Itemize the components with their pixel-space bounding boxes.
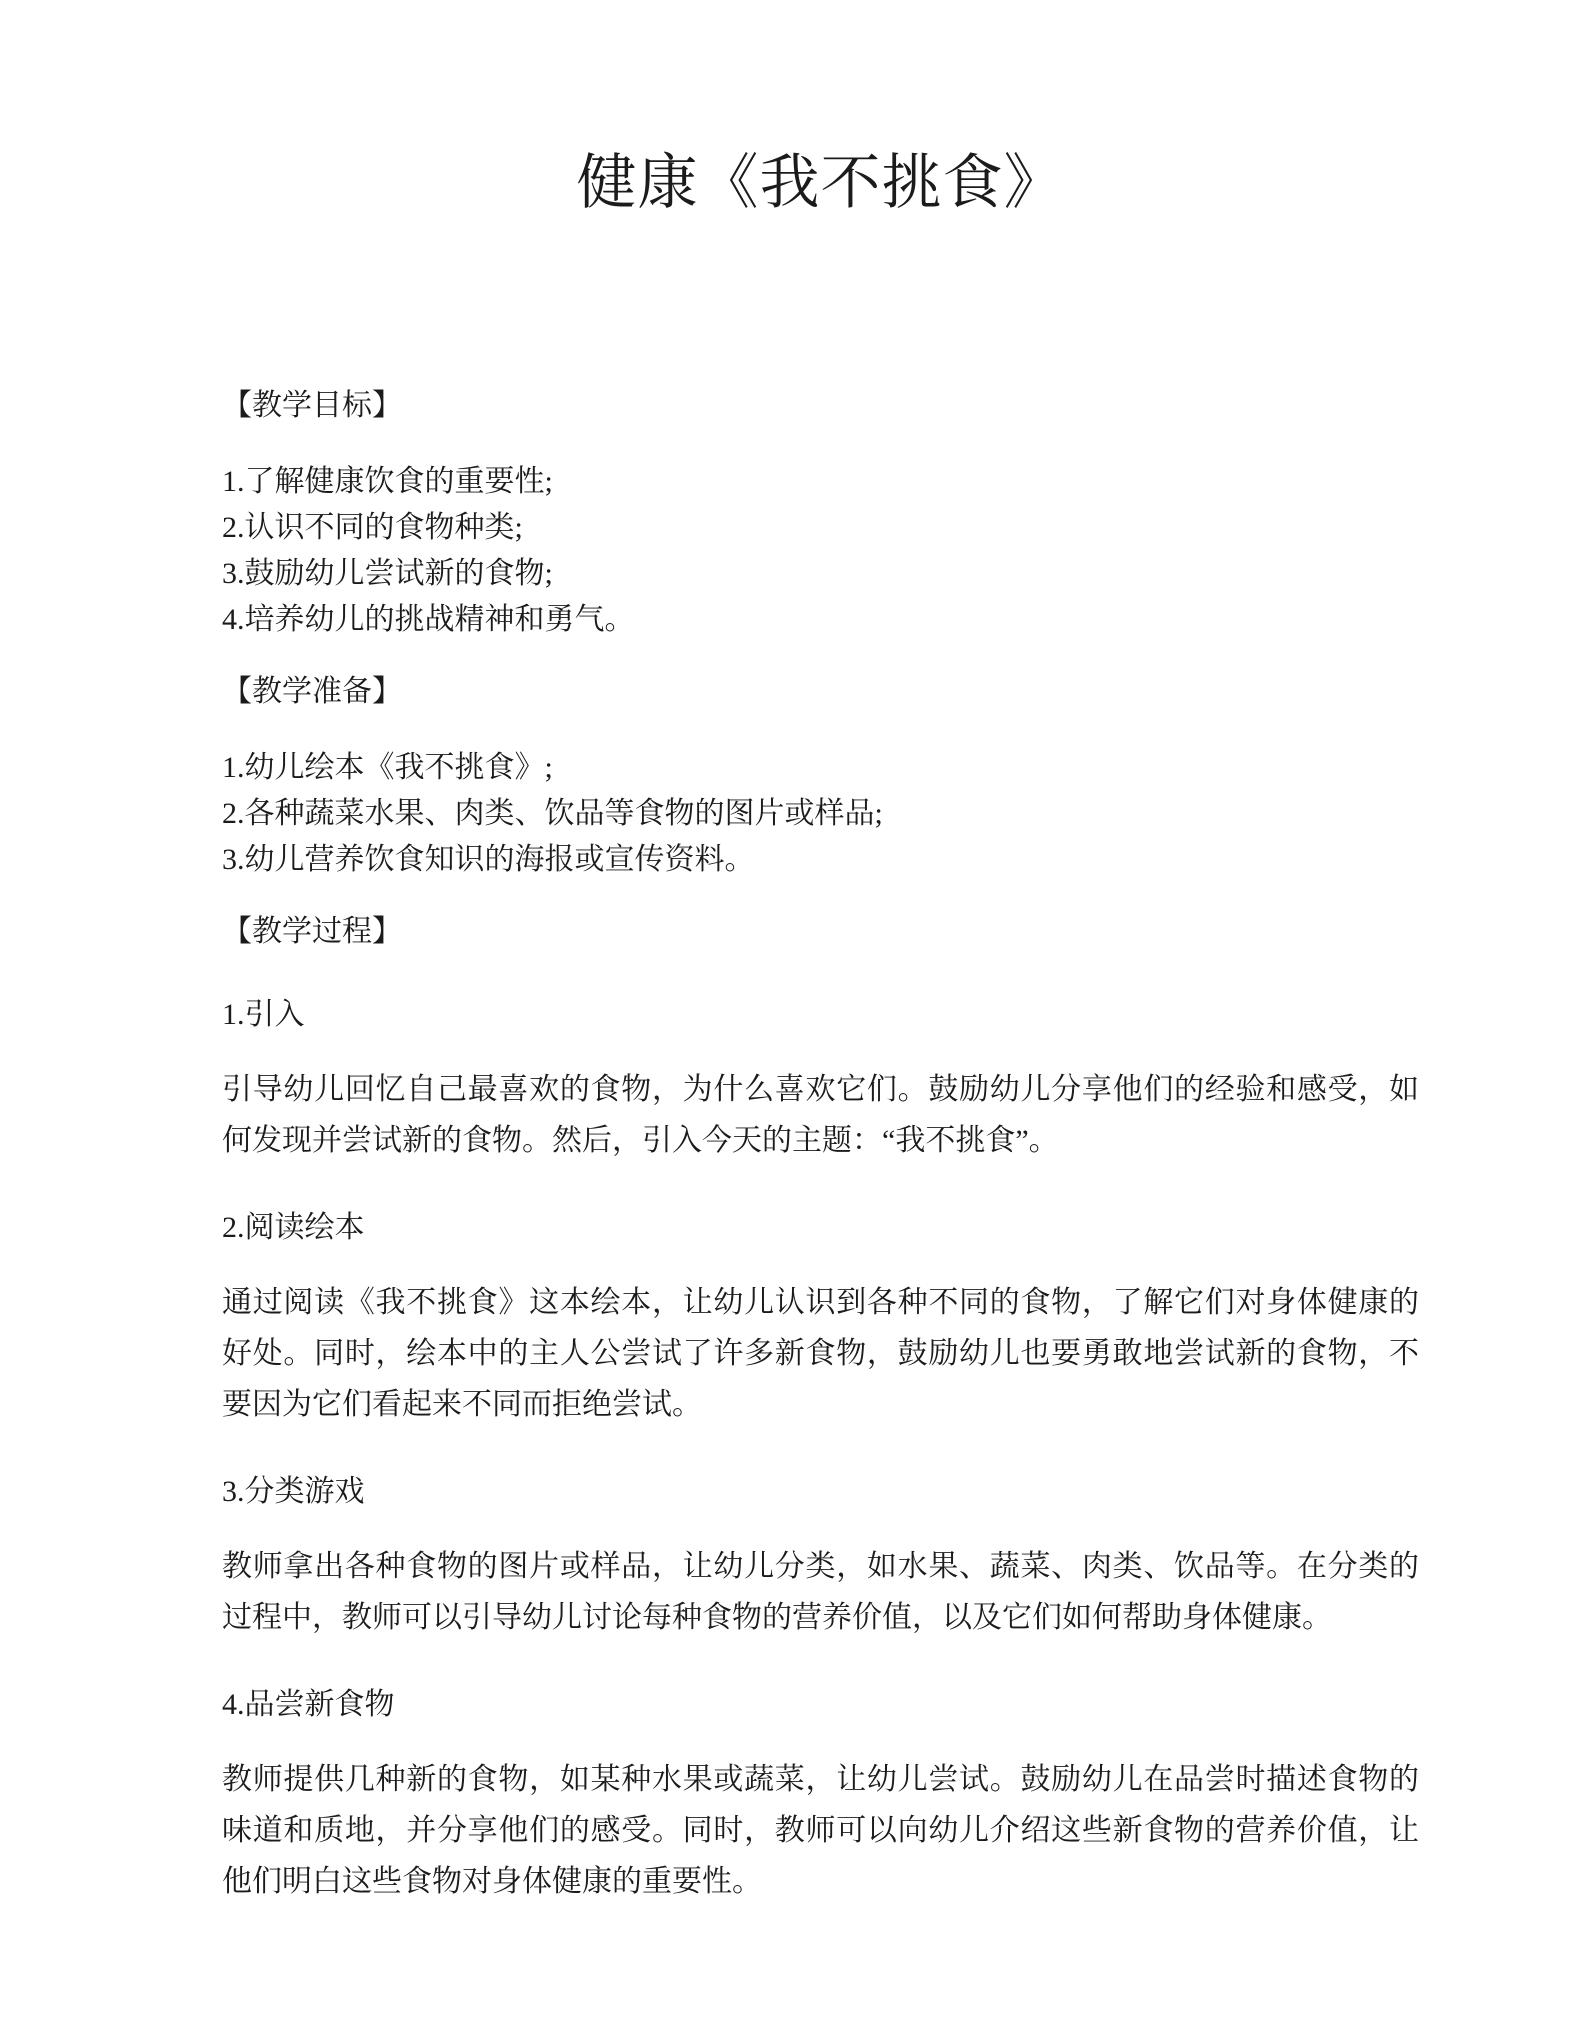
preparation-item: 2.各种蔬菜水果、肉类、饮品等食物的图片或样品; bbox=[222, 797, 883, 830]
preparation-list bbox=[222, 745, 1419, 883]
preparation-item: 1.幼儿绘本《我不挑食》; bbox=[222, 751, 553, 784]
goal-item: 4.培养幼儿的挑战精神和勇气。 bbox=[222, 603, 635, 636]
goals-list bbox=[222, 459, 1419, 643]
step-label: 3.分类游戏 bbox=[222, 1475, 365, 1508]
goal-item: 3.鼓励幼儿尝试新的食物; bbox=[222, 557, 553, 590]
document-title: 健康《我不挑食》 bbox=[576, 150, 1065, 216]
section-heading-preparation: 【教学准备】 bbox=[222, 675, 402, 708]
step-label: 2.阅读绘本 bbox=[222, 1211, 365, 1244]
goal-item: 1.了解健康饮食的重要性; bbox=[222, 465, 553, 498]
step-paragraph: 教师提供几种新的食物，如某种水果或蔬菜，让幼儿尝试。鼓励幼儿在品尝时描述食物的味道和质地，并分享他们的感受。同时，教师可以向幼儿介绍这些新食物的营养价值，让他们明白这些食物对身体健康的重要性。 bbox=[222, 1763, 1419, 1898]
step-label: 4.品尝新食物 bbox=[222, 1688, 395, 1721]
goal-item: 2.认识不同的食物种类; bbox=[222, 511, 523, 544]
section-heading-goals: 【教学目标】 bbox=[222, 389, 402, 422]
step-paragraph: 通过阅读《我不挑食》这本绘本，让幼儿认识到各种不同的食物，了解它们对身体健康的好处。同时，绘本中的主人公尝试了许多新食物，鼓励幼儿也要勇敢地尝试新的食物，不要因为它们看起来不同而拒绝尝试。 bbox=[222, 1286, 1419, 1421]
step-paragraph: 教师拿出各种食物的图片或样品，让幼儿分类，如水果、蔬菜、肉类、饮品等。在分类的过程中，教师可以引导幼儿讨论每种食物的营养价值，以及它们如何帮助身体健康。 bbox=[222, 1550, 1419, 1634]
section-heading-process: 【教学过程】 bbox=[222, 915, 402, 948]
step-label: 1.引入 bbox=[222, 998, 305, 1031]
step-paragraph: 引导幼儿回忆自己最喜欢的食物，为什么喜欢它们。鼓励幼儿分享他们的经验和感受，如何发现并尝试新的食物。然后，引入今天的主题：“我不挑食”。 bbox=[222, 1073, 1419, 1157]
preparation-item: 3.幼儿营养饮食知识的海报或宣传资料。 bbox=[222, 843, 755, 876]
